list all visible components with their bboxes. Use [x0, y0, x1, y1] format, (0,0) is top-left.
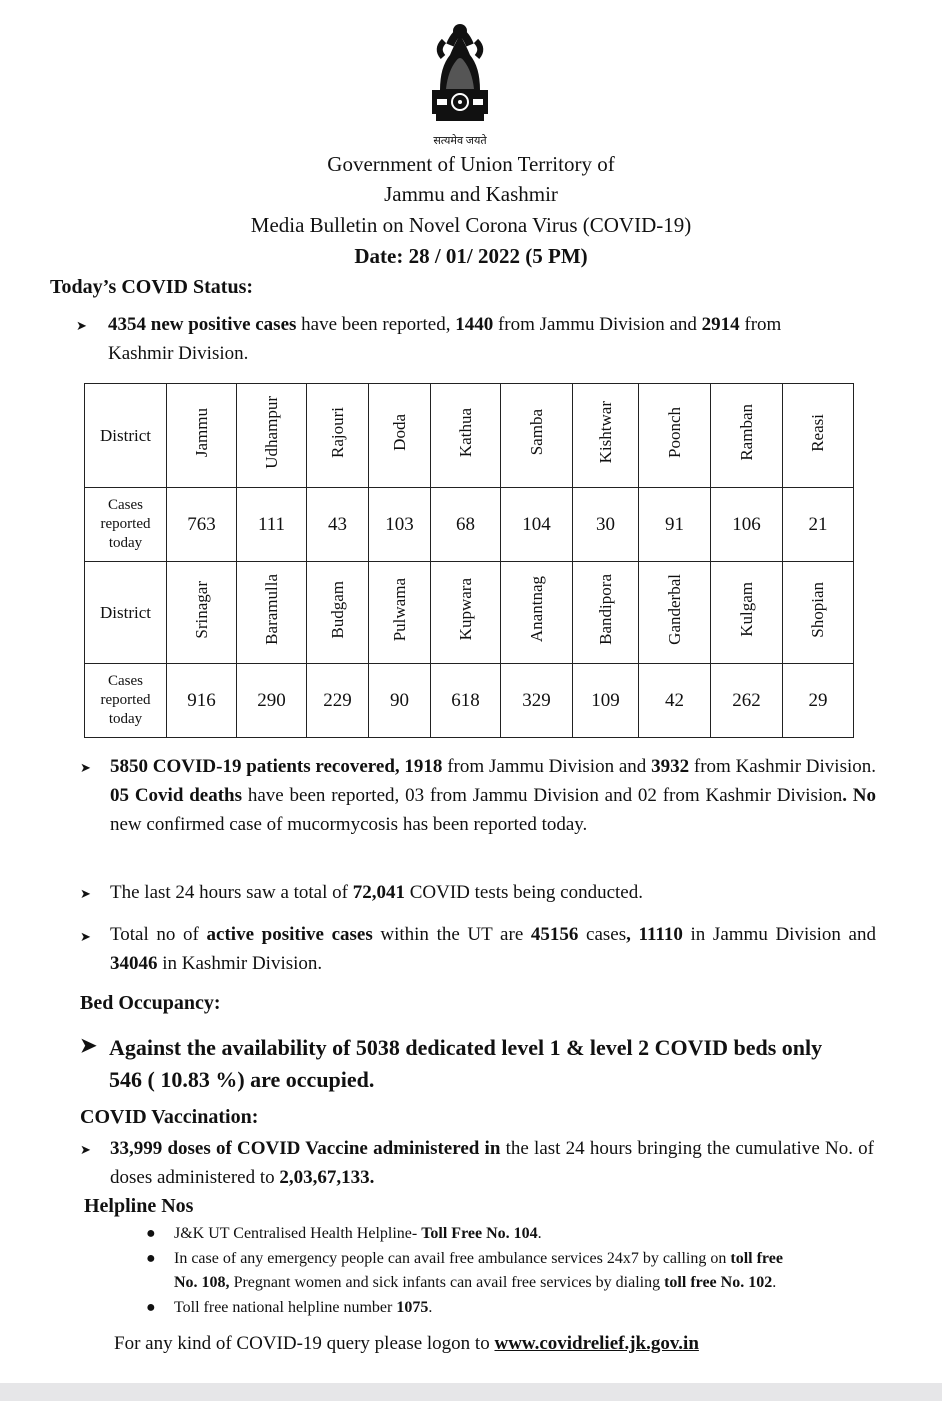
case-count-cell: 21 — [783, 488, 854, 562]
district-cell: Bandipora — [573, 562, 639, 664]
arrow-bullet-icon: ➤ — [80, 929, 91, 944]
district-cell: Kishtwar — [573, 384, 639, 488]
jammu-district-row — [85, 384, 854, 488]
bottom-edge-strip — [0, 1383, 942, 1401]
arrow-bullet-icon: ➤ — [76, 318, 87, 333]
district-cell: Ramban — [711, 384, 783, 488]
case-count-cell: 91 — [639, 488, 711, 562]
case-count-cell: 42 — [639, 664, 711, 738]
emblem-motto: सत्यमेव जयते — [433, 135, 487, 147]
district-cell: Budgam — [307, 562, 369, 664]
case-count-cell: 618 — [431, 664, 501, 738]
district-cell: Poonch — [639, 384, 711, 488]
case-count-cell: 29 — [783, 664, 854, 738]
header-line-2: Jammu and Kashmir — [384, 182, 558, 206]
bullet-dot-icon: ● — [146, 1250, 156, 1267]
district-cell: Ganderbal — [639, 562, 711, 664]
district-cell: Shopian — [783, 562, 854, 664]
helpline-list — [146, 1222, 783, 1320]
bullet-dot-icon: ● — [146, 1299, 156, 1316]
case-count-cell: 104 — [501, 488, 573, 562]
beds-heading: Bed Occupancy: — [80, 992, 221, 1014]
case-count-cell: 763 — [167, 488, 237, 562]
bullet-dot-icon: ● — [146, 1225, 156, 1242]
district-cell: Doda — [369, 384, 431, 488]
district-cell: Rajouri — [307, 384, 369, 488]
vaccination-paragraph: 33,999 doses of COVID Vaccine administered in the last 24 hours bringing the cumulative No. of doses administered to 2,03,67,133. — [110, 1138, 874, 1188]
header-line-3: Media Bulletin on Novel Corona Virus (COVID-19) — [250, 213, 692, 237]
district-cell: Kathua — [431, 384, 501, 488]
district-cell: Jammu — [167, 384, 237, 488]
case-count-cell: 106 — [711, 488, 783, 562]
case-count-cell: 262 — [711, 664, 783, 738]
list-item: ● In case of any emergency people can avail free ambulance services 24x7 by calling on toll free No. 108, Pregnant women and sick infants can avail free services by dialing toll free No. 102. — [146, 1247, 783, 1295]
beds-paragraph: Against the availability of 5038 dedicated level 1 & level 2 COVID beds only 546 ( 10.83 %) are occupied. — [109, 1035, 823, 1092]
arrow-bullet-icon: ➤ — [80, 1142, 91, 1157]
list-item: ● Toll free national helpline number 1075. — [146, 1296, 783, 1320]
district-cell: Samba — [501, 384, 573, 488]
case-count-cell: 329 — [501, 664, 573, 738]
bulletin-date: Date: 28 / 01/ 2022 (5 PM) — [354, 244, 588, 268]
case-count-cell: 109 — [573, 664, 639, 738]
district-cell: Kupwara — [431, 562, 501, 664]
header-line-1: Government of Union Territory of — [327, 152, 615, 176]
case-count-cell: 916 — [167, 664, 237, 738]
active-cases-paragraph: Total no of active positive cases within the UT are 45156 cases, 11110 in Jammu Division and 34046 in Kashmir Division. — [110, 924, 876, 974]
district-cell: Pulwama — [369, 562, 431, 664]
arrow-bullet-icon: ➤ — [80, 1035, 97, 1057]
district-label: District — [85, 562, 167, 664]
case-count-cell: 229 — [307, 664, 369, 738]
vaccination-heading: COVID Vaccination: — [80, 1106, 259, 1128]
kashmir-district-row — [85, 562, 854, 664]
new-cases-paragraph: 4354 new positive cases have been reported, 1440 from Jammu Division and 2914 from Kashmir Division. — [108, 314, 782, 364]
district-cell: Anantnag — [501, 562, 573, 664]
cases-label: Cases reported today — [85, 664, 167, 738]
case-count-cell: 68 — [431, 488, 501, 562]
recovered-paragraph: 5850 COVID-19 patients recovered, 1918 from Jammu Division and 3932 from Kashmir Division. 05 Covid deaths have been reported, 03 from Jammu Division and 02 from Kashmir Division. No new confirmed case of mucormycosis has been reported today. — [110, 756, 877, 835]
cases-label: Cases reported today — [85, 488, 167, 562]
district-cell: Udhampur — [237, 384, 307, 488]
arrow-bullet-icon: ➤ — [80, 760, 91, 775]
case-count-cell: 103 — [369, 488, 431, 562]
district-cell: Reasi — [783, 384, 854, 488]
footer-text: For any kind of COVID-19 query please logon to www.covidrelief.jk.gov.in — [114, 1333, 699, 1354]
case-count-cell: 290 — [237, 664, 307, 738]
covidrelief-link[interactable]: www.covidrelief.jk.gov.in — [494, 1333, 699, 1354]
district-cases-table — [84, 383, 854, 738]
tests-paragraph: The last 24 hours saw a total of 72,041 COVID tests being conducted. — [110, 882, 643, 903]
list-item: ● J&K UT Centralised Health Helpline- Toll Free No. 104. — [146, 1222, 783, 1246]
case-count-cell: 43 — [307, 488, 369, 562]
state-emblem — [410, 15, 510, 145]
district-cell: Srinagar — [167, 562, 237, 664]
status-heading: Today’s COVID Status: — [50, 276, 254, 298]
helpline-heading: Helpline Nos — [84, 1195, 194, 1217]
district-cell: Baramulla — [237, 562, 307, 664]
district-cell: Kulgam — [711, 562, 783, 664]
arrow-bullet-icon: ➤ — [80, 886, 91, 901]
case-count-cell: 111 — [237, 488, 307, 562]
jammu-cases-row — [85, 488, 854, 562]
case-count-cell: 90 — [369, 664, 431, 738]
case-count-cell: 30 — [573, 488, 639, 562]
district-label: District — [85, 384, 167, 488]
kashmir-cases-row — [85, 664, 854, 738]
